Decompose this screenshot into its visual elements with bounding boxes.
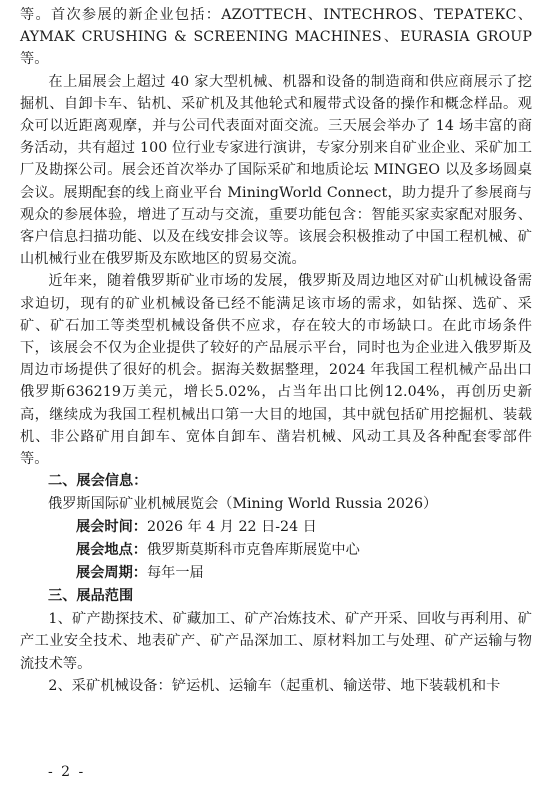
info-cycle-label: 展会周期： bbox=[76, 565, 147, 582]
scope-item-2: 2、采矿机械设备：铲运机、运输车（起重机、输送带、地下装载机和卡 bbox=[48, 677, 501, 694]
info-time-value: 2026 年 4 月 22 日-24 日 bbox=[146, 519, 317, 536]
document-page bbox=[20, 4, 532, 697]
section-exhibition-info bbox=[20, 470, 532, 516]
info-cycle-value: 每年一届 bbox=[146, 565, 204, 582]
paragraph-exhibitors-continued: 等。首次参展的新企业包括：AZOTTECH、INTECHROS、ТЕРАТЕКС、AYMAK CRUSHING & SCREENING MACHINES、EURASIA GROUP 等。 bbox=[20, 7, 532, 68]
info-time-row bbox=[20, 516, 532, 539]
info-time-label: 展会时间： bbox=[76, 519, 147, 536]
section-heading-scope: 三、展品范围 bbox=[48, 588, 134, 605]
page-number: - 2 - bbox=[48, 764, 86, 780]
info-place-label: 展会地点： bbox=[76, 542, 147, 559]
section-heading-info: 二、展会信息： bbox=[48, 473, 148, 490]
info-place-value: 俄罗斯莫斯科市克鲁库斯展览中心 bbox=[146, 542, 360, 559]
exhibition-name: 俄罗斯国际矿业机械展览会（Mining World Russia 2026） bbox=[48, 496, 438, 513]
section-exhibit-scope bbox=[20, 585, 532, 608]
scope-item-1: 1、矿产勘探技术、矿藏加工、矿产冶炼技术、矿产开采、回收与再利用、矿产工业安全技术、地表矿产、矿产品深加工、原材料加工与处理、矿产运输与物流技术等。 bbox=[20, 611, 532, 672]
paragraph-market-background: 近年来，随着俄罗斯矿业市场的发展，俄罗斯及周边地区对矿山机械设备需求迫切，现有的矿业机械设备已经不能满足该市场的需求，如钻探、选矿、采矿、矿石加工等类型机械设备供不应求，存在较大的市场缺口。在此市场条件下，该展会不仅为企业提供了较好的产品展示平台，同时也为企业进入俄罗斯及周边市场提供了很好的机会。据海关数据整理，2024 年我国工程机械产品出口俄罗斯636219万美元，增长5.02%，占当年出口比例12.04%，再创历史新高，继续成为我国工程机械出口第一大目的地国，其中就包括矿用挖掘机、装载机、非公路矿用自卸车、宽体自卸车、凿岩机械、风动工具及各种配套零部件等。 bbox=[20, 273, 532, 468]
info-cycle-row bbox=[20, 562, 532, 585]
info-place-row bbox=[20, 539, 532, 562]
paragraph-last-exhibition: 在上届展会上超过 40 家大型机械、机器和设备的制造商和供应商展示了挖掘机、自卸卡车、钻机、采矿机及其他轮式和履带式设备的操作和概念样品。观众可以近距离观摩，并与公司代表面对面交流。三天展会举办了 14 场丰富的商务活动，共有超过 100 位行业专家进行演讲，专家分别来自矿业企业、采矿加工厂及勘探公司。展会还首次举办了国际采矿和地质论坛 MINGEO 以及多场圆桌会议。展期配套的线上商业平台 MiningWorld Connect，助力提升了参展商与观众的参展体验，增进了互动与交流，重要功能包含：智能买家卖家配对服务、客户信息扫描功能、以及在线安排会议等。该展会积极推动了中国工程机械、矿山机械行业在俄罗斯及东欧地区的贸易交流。 bbox=[20, 73, 532, 268]
